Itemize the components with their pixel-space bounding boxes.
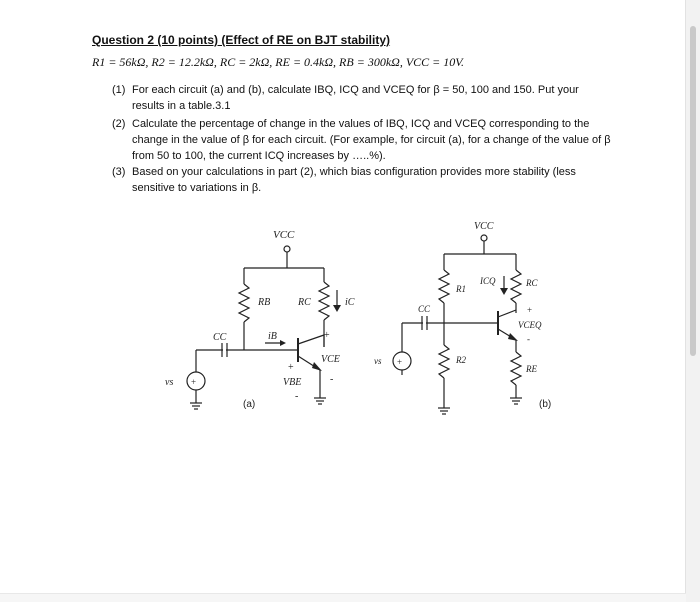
vce-minus: - <box>330 374 334 385</box>
r2-label: R2 <box>456 355 466 365</box>
re-label: RE <box>526 364 537 374</box>
cc-label: CC <box>418 304 431 314</box>
rc-label: RC <box>526 278 538 288</box>
figure-label-b: (b) <box>539 399 552 410</box>
item-text: Based on your calculations in part (2), which bias configuration provides more stability (less sensitive to variations in β. <box>132 166 576 194</box>
vs-source-plus: + <box>191 377 197 387</box>
ic-label: iC <box>345 297 355 308</box>
figure-label-a: (a) <box>243 399 256 410</box>
vceq-plus: + <box>527 305 533 315</box>
rc-label: RC <box>298 297 311 308</box>
rb-label: RB <box>258 297 271 308</box>
icq-label: ICQ <box>480 276 496 286</box>
vcc-label: VCC <box>474 221 494 232</box>
circuit-b <box>374 221 551 414</box>
rb-resistor <box>239 284 249 322</box>
vcc-label: VCC <box>273 229 295 241</box>
item-text: For each circuit (a) and (b), calculate IBQ, ICQ and VCEQ for β = 50, 100 and 150. Put your results in a table.3.1 <box>132 84 579 112</box>
vs-source-plus: + <box>397 357 403 367</box>
vceq-minus: - <box>527 334 530 344</box>
cc-label: CC <box>213 332 227 343</box>
r1-resistor <box>439 270 449 303</box>
item-number: (3) <box>112 166 126 178</box>
vcc-terminal <box>481 235 487 241</box>
vce-plus: + <box>324 330 330 341</box>
item-number: (1) <box>112 84 126 96</box>
given-values: R1 = 56kΩ, R2 = 12.2kΩ, RC = 2kΩ, RE = 0.4kΩ, RB = 300kΩ, VCC = 10V. <box>92 55 465 69</box>
re-resistor <box>511 352 521 385</box>
vcc-terminal <box>284 246 290 252</box>
ib-label: iB <box>268 331 277 342</box>
vbe-plus: + <box>288 362 294 373</box>
vce-label: VCE <box>321 354 340 365</box>
vceq-label: VCEQ <box>518 320 542 330</box>
circuit-a <box>165 229 355 410</box>
item-text: Calculate the percentage of change in the values of IBQ, ICQ and VCEQ corresponding to the change in the value of β for each circuit. (For example, for circuit (a), for a change of the value of β from 50 to 100, the current ICQ increases by …..%). <box>132 118 611 162</box>
bjt-collector <box>498 310 516 317</box>
vs-label: vs <box>374 356 382 366</box>
rc-resistor <box>511 270 521 303</box>
vbe-minus: - <box>295 391 299 402</box>
r2-resistor <box>439 345 449 378</box>
rc-resistor <box>319 282 329 320</box>
r1-label: R1 <box>456 284 466 294</box>
vbe-label: VBE <box>283 377 302 388</box>
item-number: (2) <box>112 118 126 130</box>
question-title: Question 2 (10 points) (Effect of RE on BJT stability) <box>92 33 391 47</box>
vs-label: vs <box>165 377 174 388</box>
bjt-collector <box>298 335 324 344</box>
